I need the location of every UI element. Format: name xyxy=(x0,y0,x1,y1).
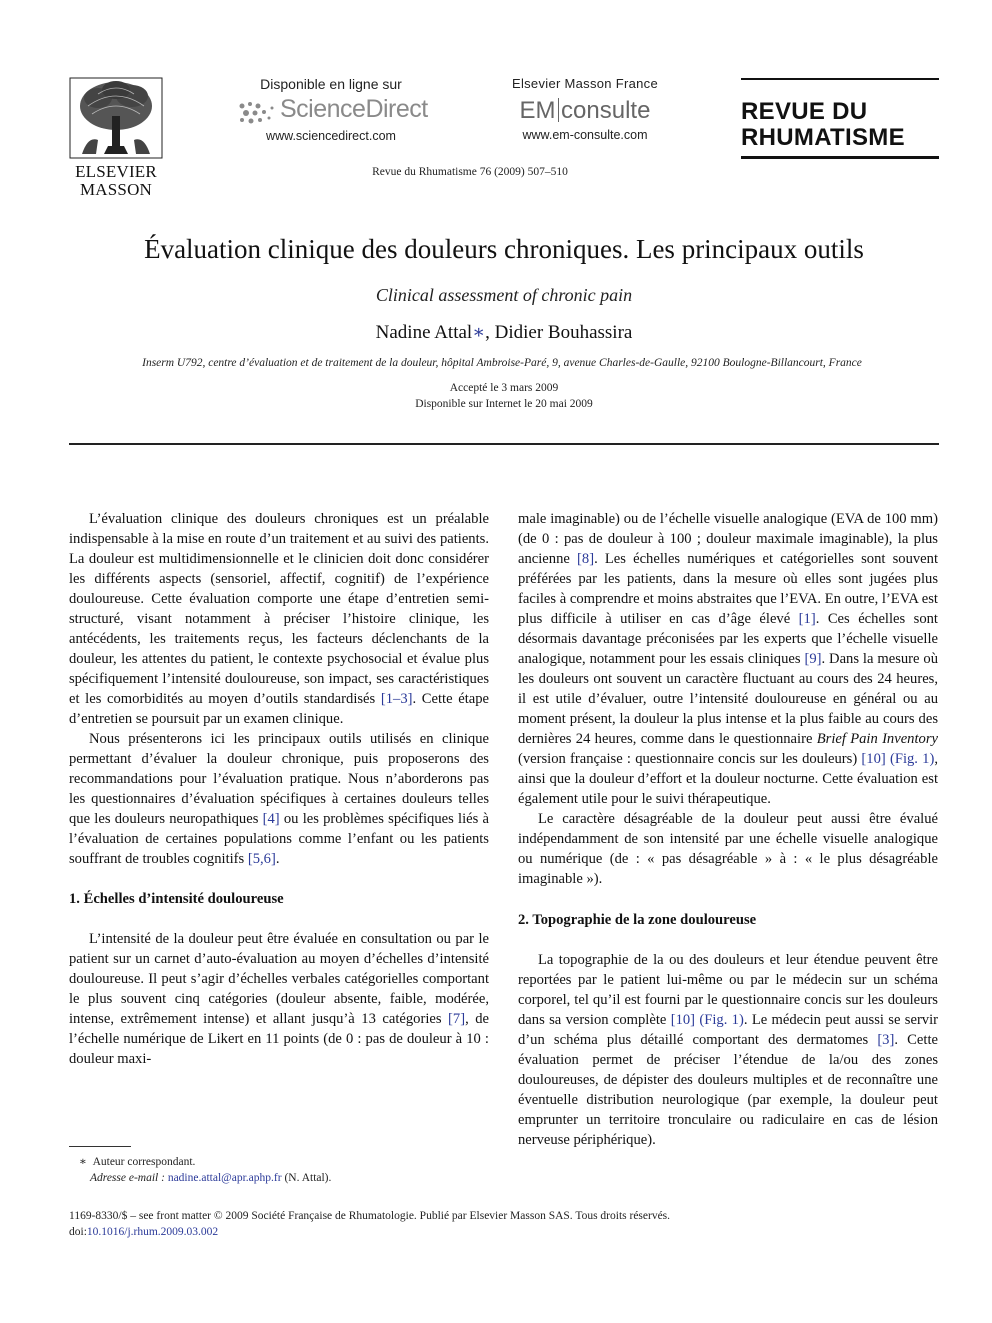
ref-link[interactable]: [10] xyxy=(861,751,886,767)
doi-link[interactable]: 10.1016/j.rhum.2009.03.002 xyxy=(86,1226,219,1238)
masson-wordmark: MASSON xyxy=(79,180,153,199)
p2-text-2: ou les problèmes spécifiques liés à l’évaluation de certaines populations comme l’enfant ou les patients souffrant de troubles cognitifs xyxy=(69,811,489,867)
em-logo-right: consulte xyxy=(561,97,651,124)
sciencedirect-url[interactable]: www.sciencedirect.com xyxy=(266,129,396,143)
sd-available-label: Disponible en ligne sur xyxy=(260,76,402,92)
p5-text-2: . Le médecin peut aussi se servir d’un schéma plus détaillé comportant des dermatomes xyxy=(518,1012,939,1048)
emconsulte-url[interactable]: www.em-consulte.com xyxy=(522,128,648,142)
em-publisher: Elsevier Masson France xyxy=(511,76,659,91)
article-title: Évaluation clinique des douleurs chroniques. Les principaux outils xyxy=(144,234,864,264)
p3-text-3: . Les échelles numériques et catégorielles sont souvent préférées par les patients, dans la mesure où elles sont jugées plus faciles à comprendre et moins abstraites que l’EVA. En outre, l’EVA est plus difficile à utiliser en cas d’âge élevé xyxy=(518,551,938,627)
footnote xyxy=(69,1154,489,1186)
p5-text-3: . Cette évaluation permet de préciser l’étendue de la/ou des zones douloureuses, de dépister des douleurs multiples et de reconnaître une éventuelle distribution neurologique (par exemple, la douleur peut emprunter un territoire tronculaire ou radiculaire en cas de lésion nerveuse périphérique). xyxy=(518,1032,938,1148)
p3-text-2: , de l’échelle numérique de Likert en 11 points (de 0 : pas de douleur à 10 : douleur maxi- xyxy=(69,1011,490,1067)
ref-link[interactable]: [4] xyxy=(262,811,280,827)
p1-text-2: . Cette étape d’entretien se poursuit par un examen clinique. xyxy=(69,691,489,727)
sciencedirect-block xyxy=(236,76,426,143)
footnote-divider xyxy=(69,1146,131,1147)
affiliation: Inserm U792, centre d’évaluation et de traitement de la douleur, hôpital Ambroise-Paré, 9, avenue Charles-de-Gaulle, 92100 Boulogne-Billancourt, France xyxy=(142,357,862,369)
p3-text-4: . Ces échelles sont désormais davantage préconisées par les experts que l’échelle visuelle analogique, notamment pour les essais cliniques xyxy=(518,611,938,667)
email-note xyxy=(69,1170,489,1186)
em-logo-divider xyxy=(558,98,560,122)
right-column xyxy=(518,509,938,1150)
paragraph-4: Le caractère désagréable de la douleur peut aussi être évalué indépendamment de son intensité par une échelle visuelle analogique ou numérique (de : « pas désagréable » à : « le plus désagréable imaginable »). xyxy=(518,811,938,887)
ref-link[interactable]: [5,6] xyxy=(247,851,276,867)
journal-citation: Revue du Rhumatisme 76 (2009) 507–510 xyxy=(372,166,568,178)
p1-text: L’évaluation clinique des douleurs chroniques est un préalable indispensable à la mise en route d’un traitement et au suivi des patients. La douleur est multidimensionnelle et le clinicien doit donc considérer les différents aspects (sensoriel, affectif, cognitif) de l’expérience douloureuse. Cette évaluation comporte une étape d’entretien semi-structuré, visant notamment à préciser l’histoire clinique, les antécédents, les traitements reçus, les facteurs déclenchants de la douleur, les attentes du patient, le contexte psychosocial et évalue plus spécifiquement l’intensité douloureuse, son impact, ses caractéristiques et les comorbidités au moyen d’outils standardisés xyxy=(69,511,489,707)
ref-link[interactable]: [8] xyxy=(577,551,595,567)
journal-title-line1: REVUE DU xyxy=(741,98,868,125)
sciencedirect-name: ScienceDirect xyxy=(280,95,428,123)
author-1: Nadine Attal xyxy=(375,322,473,343)
ref-link[interactable]: [9] xyxy=(804,651,822,667)
figure-link[interactable]: (Fig. 1) xyxy=(699,1012,744,1028)
article-authors xyxy=(0,321,992,344)
section-heading-1: 1. Échelles d’intensité douloureuse xyxy=(69,891,284,907)
p3-text-6: (version française : questionnaire concis sur les douleurs) xyxy=(518,751,862,767)
article-subtitle: Clinical assessment of chronic pain xyxy=(375,285,633,305)
paragraph-3 xyxy=(69,929,489,1069)
header-divider xyxy=(69,443,939,445)
elsevier-logo xyxy=(68,76,164,198)
p3-text-5: . Dans la mesure où les douleurs ont souvent un caractère fluctuant au cours des 24 heures, il est utile d’évaluer, outre l’intensité douloureuse en général ou au moment présent, la douleur la plus intense et la plus faible au cours des dernières 24 heures, comme dans le questionnaire xyxy=(518,651,938,747)
emconsulte-block xyxy=(480,76,690,142)
doi-line xyxy=(69,1224,939,1240)
elsevier-wordmark: ELSEVIER xyxy=(75,162,157,181)
page-footer xyxy=(69,1208,939,1240)
corresponding-label: Auteur correspondant. xyxy=(92,1156,196,1168)
email-link[interactable]: nadine.attal@apr.aphp.fr xyxy=(167,1172,282,1184)
copyright-line: 1169-8330/$ – see front matter © 2009 Société Française de Rhumatologie. Publié par Elsevier Masson SAS. Tous droits réservés. xyxy=(69,1210,671,1222)
paragraph-1 xyxy=(69,509,489,729)
p5-text: La topographie de la ou des douleurs et leur étendue peuvent être reportées par le patient lui-même ou par le médecin sur un schéma corporel, tel qu’il est fourni par le questionnaire concis sur les douleurs dans sa version complète xyxy=(518,952,938,1028)
journal-rule-top xyxy=(741,78,939,80)
corresponding-note xyxy=(69,1154,489,1170)
footnote-star: ∗ xyxy=(79,1156,87,1168)
p2-text-3: . xyxy=(275,851,280,867)
questionnaire-name: Brief Pain Inventory xyxy=(816,731,938,747)
p3-text-7: , ainsi que la douleur d’effort et la douleur nocturne. Cette évaluation est également utile pour le suivi thérapeutique. xyxy=(518,751,938,807)
ref-link[interactable]: [1–3] xyxy=(380,691,413,707)
accepted-date: Accepté le 3 mars 2009 xyxy=(449,382,559,394)
ref-link[interactable]: [7] xyxy=(448,1011,466,1027)
emconsulte-logo[interactable] xyxy=(480,96,690,126)
paragraph-3-continued xyxy=(518,509,938,809)
author-star[interactable]: ∗ xyxy=(472,322,486,343)
ref-link[interactable]: [3] xyxy=(877,1032,895,1048)
email-label: Adresse e-mail : xyxy=(90,1172,165,1184)
journal-logo xyxy=(741,78,939,159)
left-column xyxy=(69,509,489,1069)
p3-text-continued: male imaginable) ou de l’échelle visuelle analogique (EVA de 100 mm) (de 0 : pas de douleur à 100 ; douleur maximale imaginable), la plus ancienne xyxy=(518,511,938,567)
section-heading-2: 2. Topographie de la zone douloureuse xyxy=(518,912,757,928)
p2-text: Nous présenterons ici les principaux outils utilisés en clinique permettant d’évaluer la douleur chronique, puis proposerons des recommandations pour l’évaluation pratique. Nous n’aborderons pas les questionnaires d’évaluation spécifiques à certaines douleurs telles que les douleurs neuropathiques xyxy=(69,731,489,827)
ref-link[interactable]: [10] xyxy=(670,1012,696,1028)
doi-label: doi: xyxy=(69,1226,87,1238)
email-suffix: (N. Attal). xyxy=(284,1172,332,1184)
figure-link[interactable]: (Fig. 1) xyxy=(889,751,935,767)
sciencedirect-logo[interactable] xyxy=(236,94,426,128)
ref-link[interactable]: [1] xyxy=(798,611,816,627)
author-2: , Didier Bouhassira xyxy=(485,322,633,343)
sciencedirect-dots-icon xyxy=(236,100,280,126)
elsevier-tree-icon xyxy=(68,76,164,160)
paragraph-2 xyxy=(69,729,489,869)
journal-rule-bottom xyxy=(741,156,939,159)
online-date: Disponible sur Internet le 20 mai 2009 xyxy=(415,398,593,410)
em-logo-left: EM xyxy=(519,97,556,124)
journal-title-line2: RHUMATISME xyxy=(741,124,905,151)
paragraph-5 xyxy=(518,950,938,1150)
article-dates xyxy=(0,380,992,412)
p3-text: L’intensité de la douleur peut être évaluée en consultation ou par le patient sur un carnet d’auto-évaluation au moyen d’échelles d’intensité douloureuse. Il peut s’agir d’échelles verbales catégorielles comportant le plus souvent cinq catégories (douleur absente, faible, modérée, intense, extrêmement intense) et allant jusqu’à 13 catégories xyxy=(69,931,489,1027)
